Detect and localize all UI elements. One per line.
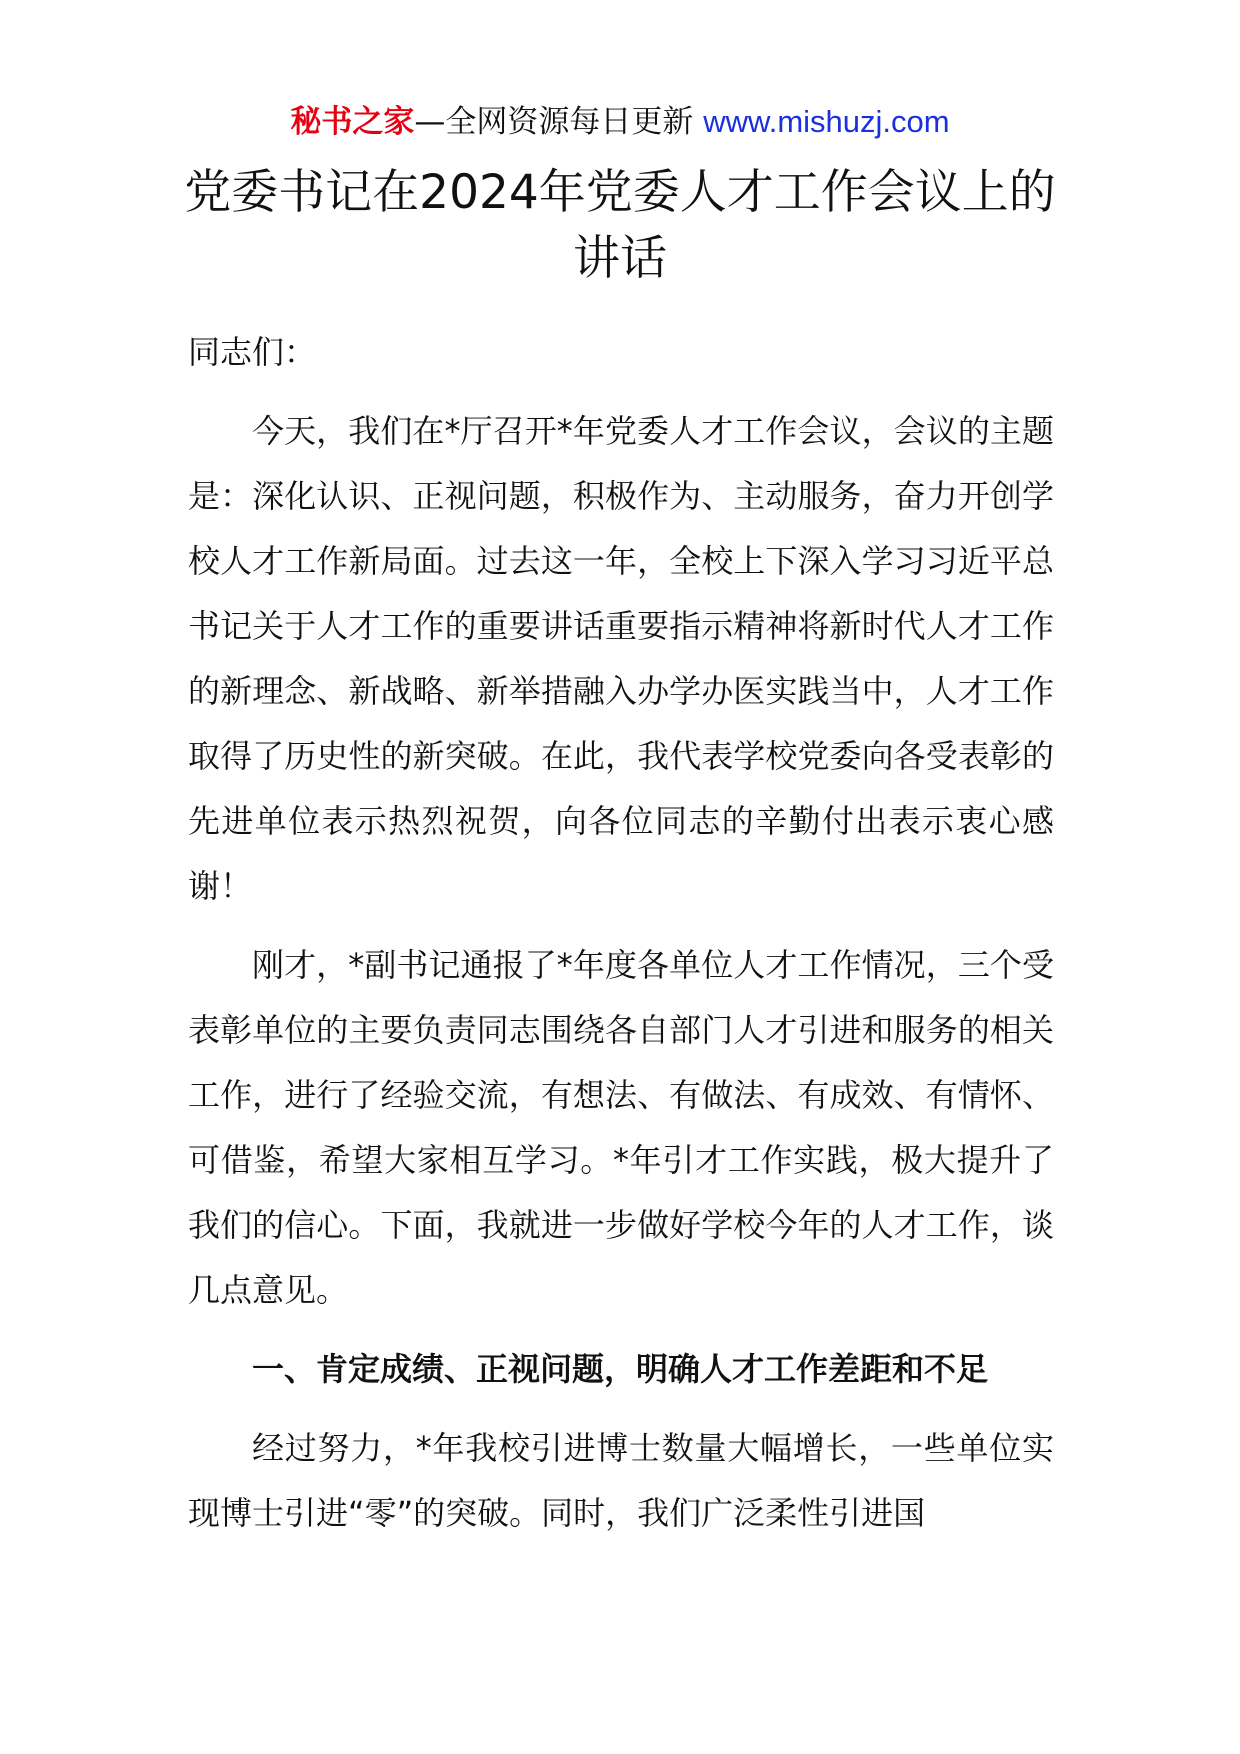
section-heading-1: 一、肯定成绩、正视问题，明确人才工作差距和不足 (252, 1350, 989, 1388)
paragraph-2: 刚才，*副书记通报了*年度各单位人才工作情况，三个受表彰单位的主要负责同志围绕各自部门人才引进和服务的相关工作，进行了经验交流，有想法、有做法、有成效、有情怀、可借鉴，希望大家相互学习。*年引才工作实践，极大提升了我们的信心。下面，我就进一步做好学校今年的人才工作，谈几点意见。 (188, 946, 1054, 1309)
document-title (150, 160, 1090, 292)
paragraph-1: 今天，我们在*厅召开*年党委人才工作会议，会议的主题是：深化认识、正视问题，积极作为、主动服务，奋力开创学校人才工作新局面。过去这一年，全校上下深入学习习近平总书记关于人才工作的重要讲话重要指示精神将新时代人才工作的新理念、新战略、新举措融入办学办医实践当中，人才工作取得了历史性的新突破。在此，我代表学校党委向各受表彰的先进单位表示热烈祝贺，向各位同志的辛勤付出表示衷心感谢！ (188, 412, 1054, 905)
site-header (0, 102, 1240, 142)
title-line-1: 党委书记在2024年党委人才工作会议上的 (184, 165, 1056, 220)
document-body (188, 320, 1054, 1560)
title-line-2: 讲话 (573, 231, 667, 286)
salutation: 同志们： (188, 333, 317, 371)
brand-name: 秘书之家 (290, 104, 415, 140)
site-url-link[interactable]: www.mishuzj.com (703, 104, 950, 139)
header-tagline: —全网资源每日更新 (414, 104, 704, 140)
paragraph-3: 经过努力，*年我校引进博士数量大幅增长，一些单位实现博士引进“零”的突破。同时，我们广泛柔性引进国 (188, 1429, 1054, 1532)
